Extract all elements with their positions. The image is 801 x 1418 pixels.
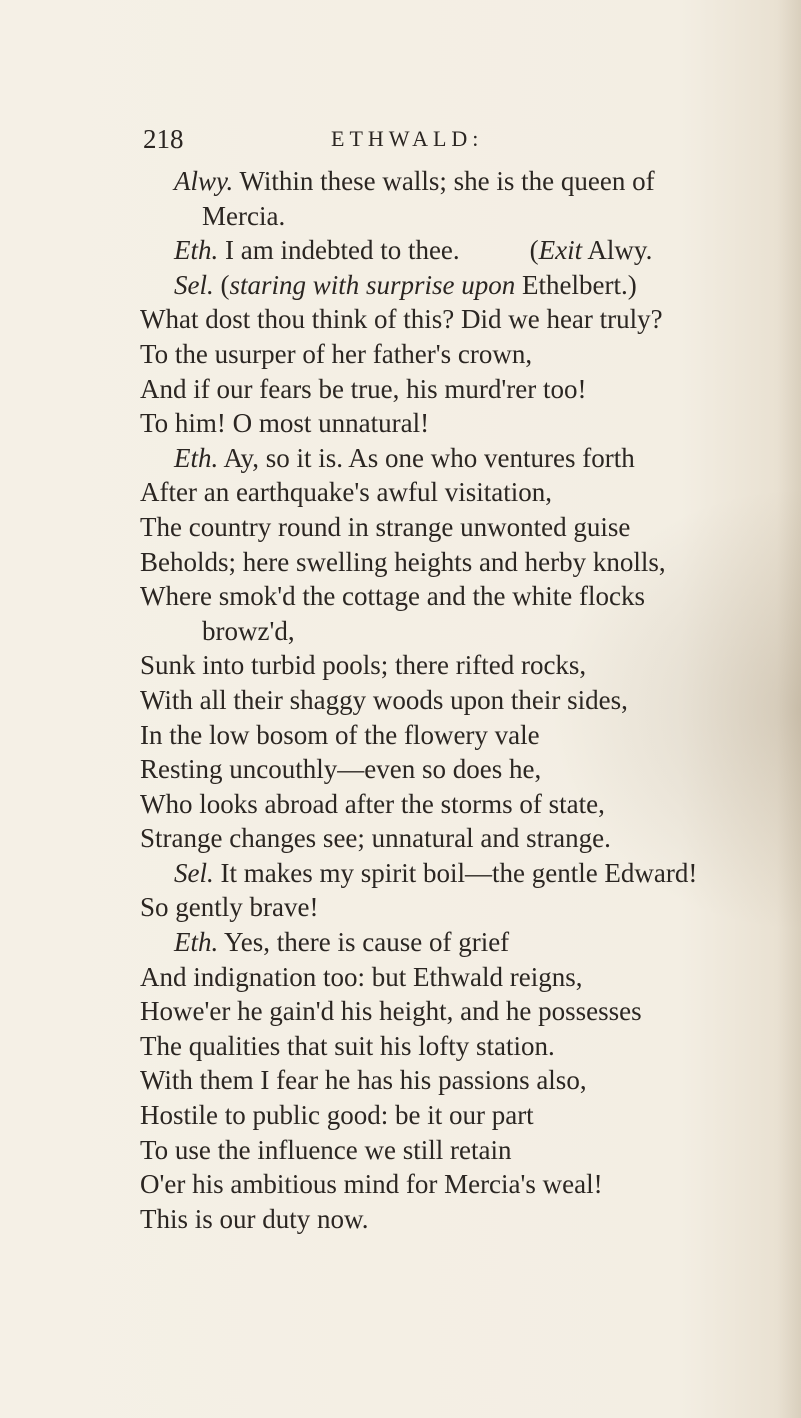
- line-text: Mercia.: [202, 200, 286, 231]
- text-line: [140, 475, 780, 510]
- line-text: With all their shaggy woods upon their sides,: [140, 684, 628, 715]
- text-line: [140, 994, 780, 1029]
- text-line: [140, 648, 780, 683]
- line-text: Beholds; here swelling heights and herby knolls,: [140, 546, 666, 577]
- text-line: [140, 683, 780, 718]
- line-text: And if our fears be true, his murd'rer too!: [140, 373, 587, 404]
- stage-direction-open: (: [529, 235, 539, 266]
- text-line: [140, 821, 780, 856]
- text-line: [140, 164, 780, 199]
- line-text: In the low bosom of the flowery vale: [140, 719, 540, 750]
- line-text: Hostile to public good: be it our part: [140, 1100, 534, 1131]
- text-line: [140, 856, 780, 891]
- line-text: To use the influence we still retain: [140, 1134, 512, 1165]
- line-text: Who looks abroad after the storms of state,: [140, 788, 605, 819]
- text-line: [140, 925, 780, 960]
- speaker-name: Eth.: [174, 235, 219, 266]
- text-line: [140, 1063, 780, 1098]
- speaker-name: Alwy.: [174, 166, 234, 196]
- stage-direction: staring with surprise upon: [229, 269, 516, 300]
- line-text: The country round in strange unwonted guise: [140, 511, 631, 542]
- line-text: To him! O most unnatural!: [140, 408, 430, 439]
- speaker-name: Eth.: [174, 442, 219, 473]
- text-line: [140, 199, 780, 234]
- line-text: It makes my spirit boil—the gentle Edward!: [213, 857, 698, 888]
- line-text: Yes, there is cause of grief: [218, 927, 510, 958]
- text-line: [140, 441, 780, 476]
- text-line: [140, 545, 780, 580]
- line-text: I am indebted to thee.: [218, 235, 460, 266]
- text-line: [140, 579, 780, 614]
- text-line: [140, 1167, 780, 1202]
- running-title: ETHWALD:: [331, 126, 484, 151]
- text-line: [140, 960, 780, 995]
- text-line: [140, 1029, 780, 1064]
- line-text: What dost thou think of this? Did we hear truly?: [140, 304, 663, 335]
- text-line: [140, 718, 780, 753]
- line-text: Strange changes see; unnatural and strange.: [140, 823, 611, 854]
- play-text: [140, 164, 780, 1236]
- line-text: Within these walls; she is the queen of: [233, 166, 655, 196]
- line-text: browz'd,: [202, 615, 295, 646]
- text-line: [140, 752, 780, 787]
- line-text: Howe'er he gain'd his height, and he possesses: [140, 996, 642, 1027]
- text-line: [140, 614, 780, 649]
- speaker-name: Eth.: [174, 927, 219, 958]
- text-line: [140, 372, 780, 407]
- stage-direction-open: (: [213, 269, 230, 300]
- stage-direction-close: Alwy.: [582, 235, 653, 266]
- stage-direction-close: Ethelbert.): [515, 269, 637, 300]
- stage-direction: Exit: [538, 235, 583, 266]
- text-line: [140, 337, 780, 372]
- line-text: To the usurper of her father's crown,: [140, 338, 533, 369]
- line-text: With them I fear he has his passions also,: [140, 1065, 587, 1096]
- line-text: Where smok'd the cottage and the white flocks: [140, 581, 645, 612]
- line-text: Sunk into turbid pools; there rifted rocks,: [140, 650, 587, 681]
- text-line: [140, 510, 780, 545]
- running-head: [143, 124, 603, 158]
- line-text: So gently brave!: [140, 892, 319, 923]
- page-number: 218: [143, 124, 184, 154]
- text-line: [140, 233, 780, 268]
- line-text: And indignation too: but Ethwald reigns,: [140, 961, 583, 992]
- text-line: [140, 302, 780, 337]
- speaker-name: Sel.: [174, 269, 214, 300]
- line-text: This is our duty now.: [140, 1203, 369, 1234]
- line-text: After an earthquake's awful visitation,: [140, 477, 552, 508]
- line-text: Ay, so it is. As one who ventures forth: [218, 442, 635, 473]
- text-line: [140, 1098, 780, 1133]
- line-text: Resting uncouthly—even so does he,: [140, 754, 542, 785]
- text-line: [140, 406, 780, 441]
- text-line: [140, 1202, 780, 1237]
- text-line: [140, 787, 780, 822]
- line-text: O'er his ambitious mind for Mercia's weal!: [140, 1169, 603, 1200]
- text-line: [140, 1133, 780, 1168]
- text-line: [140, 890, 780, 925]
- text-line: [140, 268, 780, 303]
- speaker-name: Sel.: [174, 857, 214, 888]
- line-text: The qualities that suit his lofty station.: [140, 1030, 555, 1061]
